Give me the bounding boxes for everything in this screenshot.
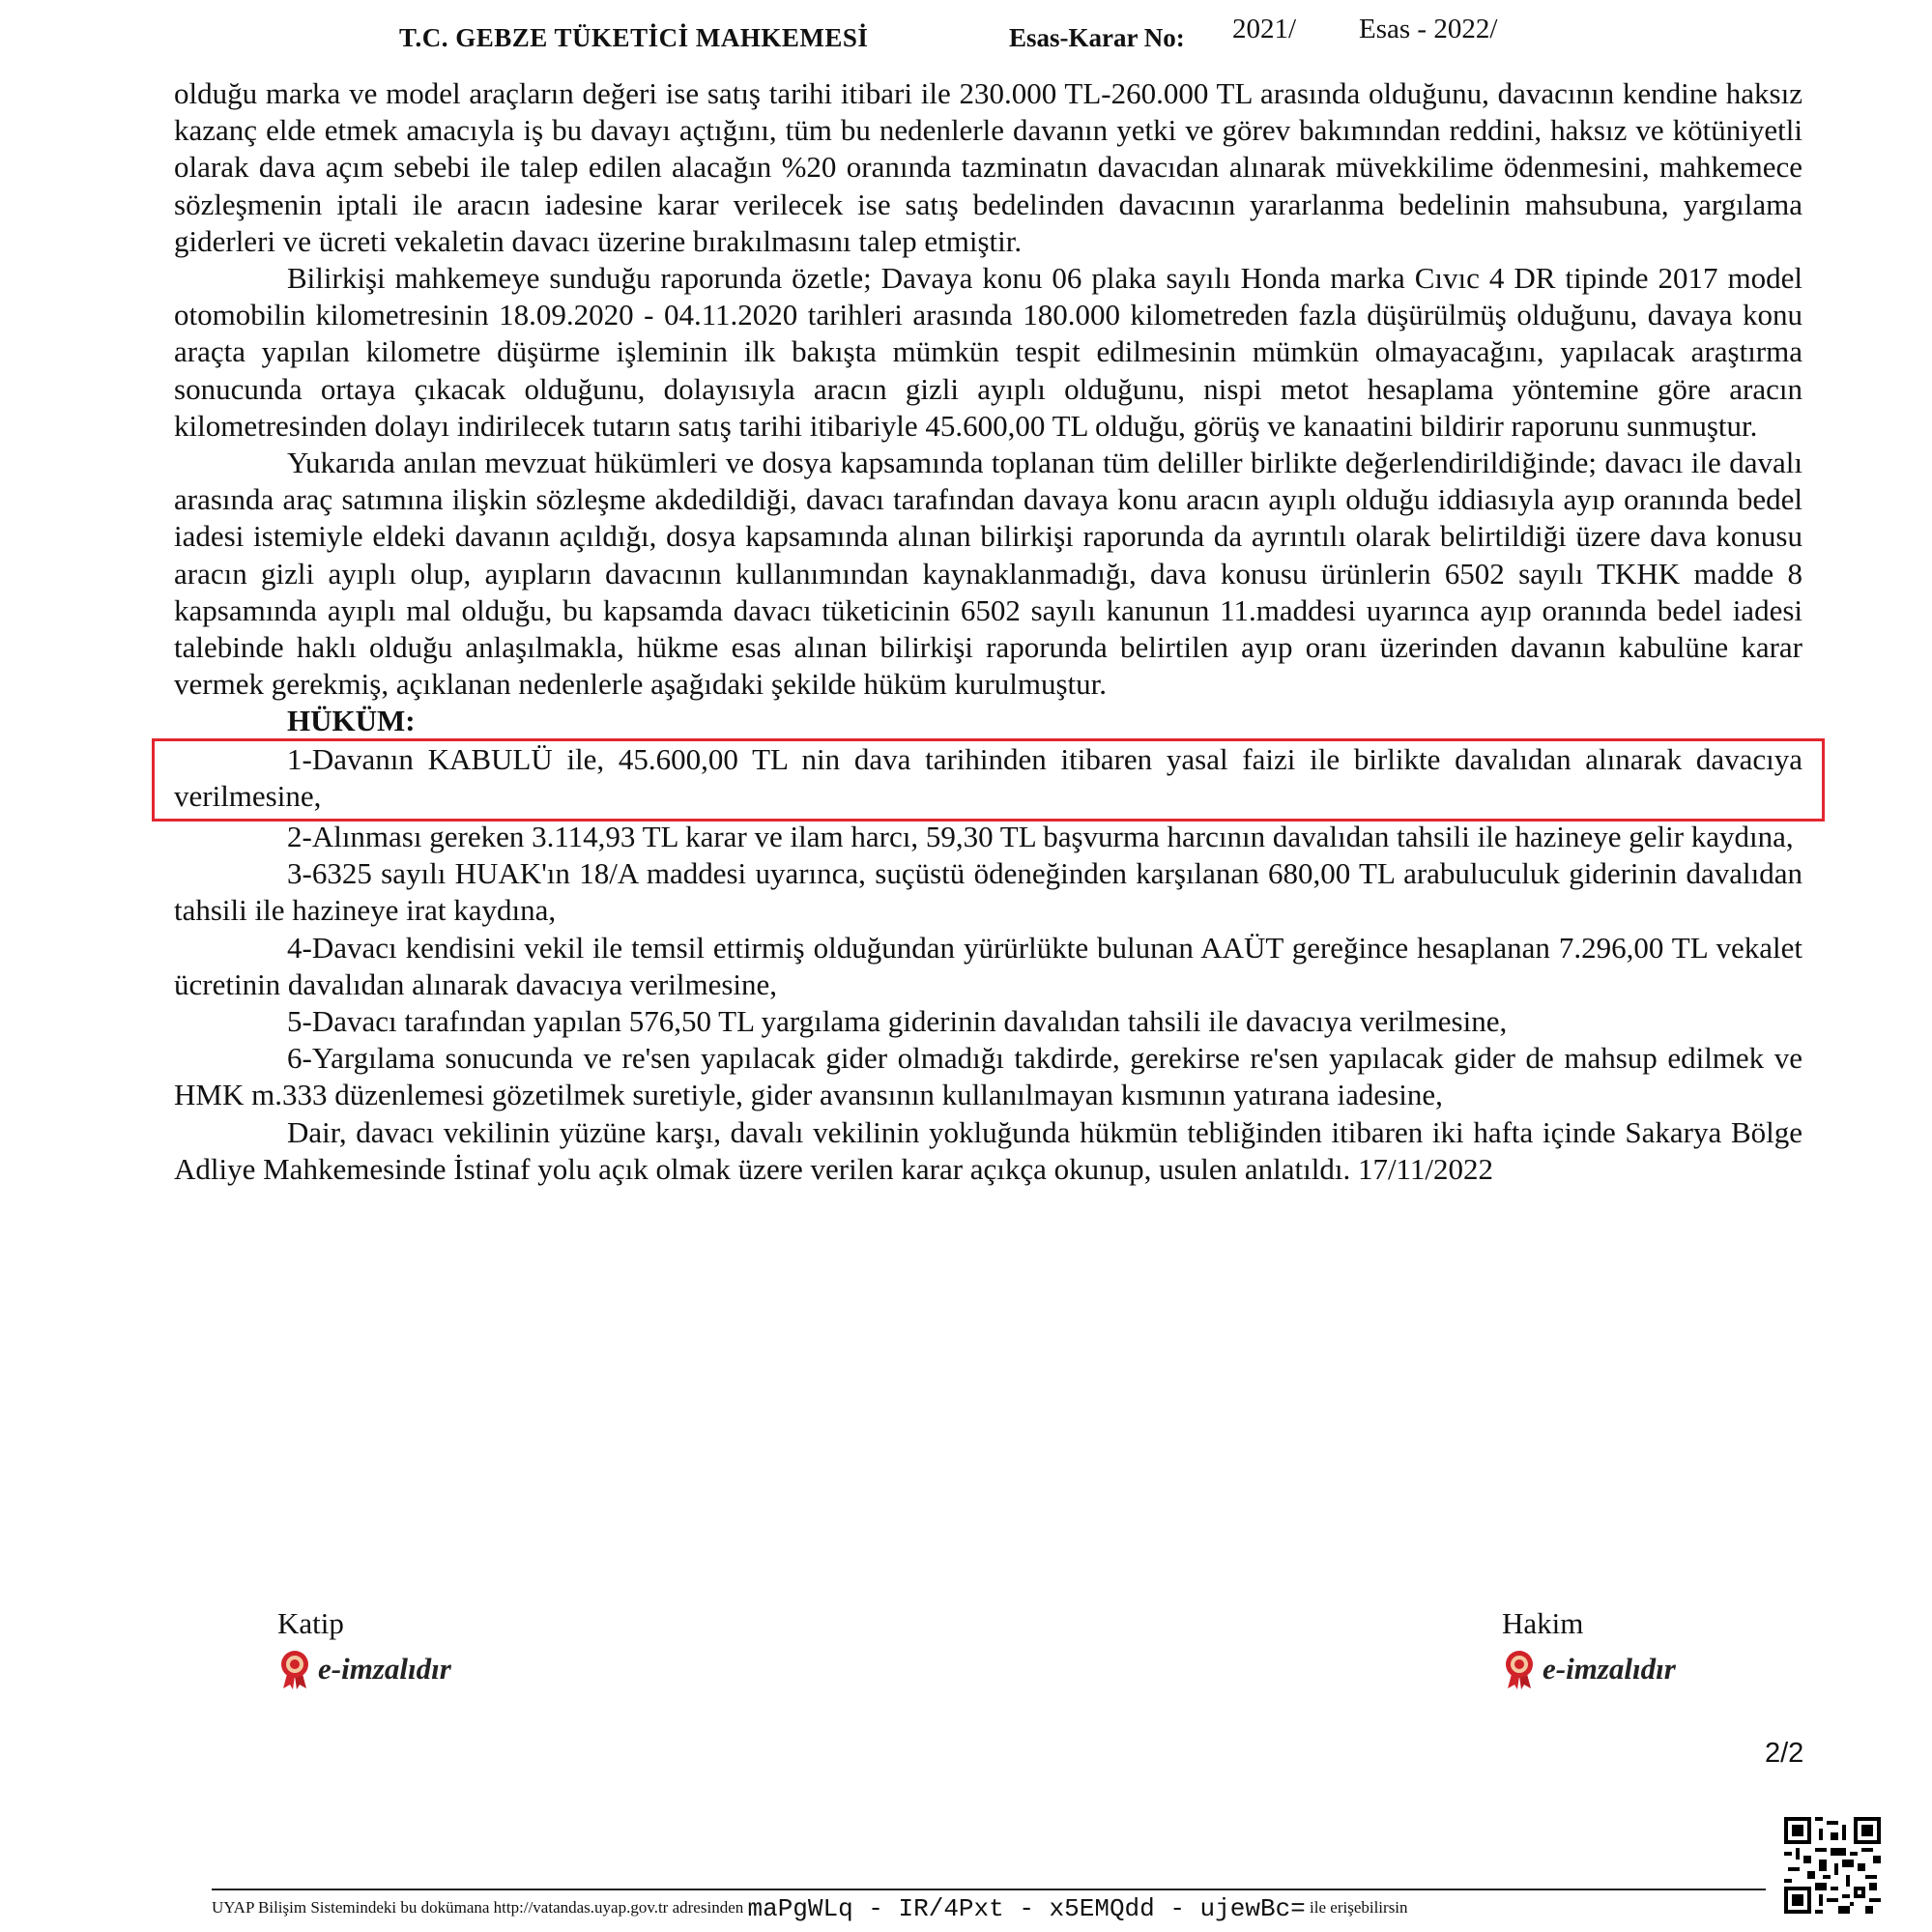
clerk-signature [277,1606,451,1689]
page-number: 2/2 [1765,1738,1804,1769]
verdict-item-4: 4-Davacı kendisini vekil ile temsil ettirmiş olduğundan yürürlükte bulunan AAÜT gereğince hesaplanan 7.296,00 TL vekalet ücretinin davalıdan alınarak davacıya verilmesine, [174,930,1802,1001]
closing-statement: Dair, davacı vekilinin yüzüne karşı, davalı vekilinin yokluğunda hükmün tebliğinden itibaren iki hafta içinde Sakarya Bölge Adliye Mahkemesinde İstinaf yolu açık olmak üzere verilen karar açıkça okunup, usulen anlatıldı. 17/11/2022 [174,1114,1802,1186]
verdict-item-3: 3-6325 sayılı HUAK'ın 18/A maddesi uyarınca, suçüstü ödeneğinden karşılanan 680,00 TL arabuluculuk giderinin davalıdan tahsili ile hazineye irat kaydına, [174,856,1802,928]
clerk-title: Katip [277,1606,344,1640]
qr-code-icon[interactable] [1784,1817,1881,1914]
highlighted-verdict-item [155,741,1822,819]
footer-prefix: UYAP Bilişim Sistemindeki bu dokümana http://vatandas.uyap.gov.tr adresinden [212,1898,744,1917]
paragraph-expert-report: Bilirkişi mahkemeye sunduğu raporunda özetle; Davaya konu 06 plaka sayılı Honda marka Cıvıc 4 DR tipinde 2017 model otomobilin kilometresinin 18.09.2020 - 04.11.2020 tarihleri arasında 180.000 kilometreden fazla düşürülmüş olduğunu, davaya konu araçta yapılan kilometre düşürme işleminin ilk bakışta mümkün tespit edilmesinin mümkün olmayacağını, yapılacak araştırma sonucunda ortaya çıkacak olduğunu, dolayısıyla aracın gizli ayıplı olduğunu, nispi metot hesaplama yöntemine göre aracın kilometresinden dolayı indirilecek tutarın satış tarihi itibariyle 45.600,00 TL olduğu, görüş ve kanaatini bildirir raporunu sunmuştur. [174,261,1802,443]
document-body [174,75,1802,1188]
signature-block [0,1606,1932,1703]
e-signature-seal-icon [277,1649,312,1689]
judge-signature [1502,1606,1676,1689]
verdict-title: HÜKÜM: [287,704,416,738]
case-number-label: Esas-Karar No: [1009,23,1185,52]
verdict-item-2: 2-Alınması gereken 3.114,93 TL karar ve ilam harcı, 59,30 TL başvurma harcının davalıdan tahsili ile hazineye gelir kaydına, [287,820,1794,854]
judge-e-signed-label: e-imzalıdır [1543,1652,1676,1686]
paragraph-evaluation: Yukarıda anılan mevzuat hükümleri ve dosya kapsamında toplanan tüm deliller birlikte değerlendirildiğinde; davacı ile davalı arasında araç satımına ilişkin sözleşme akdedildiği, davacı tarafından davaya konu aracın ayıplı olduğu iddiasıyla ayıp oranında bedel iadesi istemiyle eldeki davanın açıldığı, dosya kapsamında alınan bilirkişi raporunda da ayrıntılı olarak belirtildiği üzere dava konusu aracın gizli ayıplı olup, ayıpların davacının kullanımından kaynaklanmadığı, dava konusu ürünlerin 6502 sayılı TKHK madde 8 kapsamında ayıplı mal olduğu, bu kapsamda davacı tüketicinin 6502 sayılı kanunun 11.maddesi uyarınca ayıp oranında bedel iadesi talebinde haklı olduğu anlaşılmakla, hükme esas alınan bilirkişi raporunda belirtilen ayıp oranı üzerinden davanın kabulüne karar vermek gerekmiş, açıklanan nedenlerle aşağıdaki şekilde hüküm kurulmuştur. [174,446,1802,702]
footer-suffix: ile erişebilirsin [1310,1898,1408,1917]
court-name: T.C. GEBZE TÜKETİCİ MAHKEMESİ [399,23,869,52]
case-number-karar: Esas - 2022/ [1359,14,1498,44]
case-number-esas: 2021/ [1232,14,1297,44]
document-access-code: maPgWLq - IR/4Pxt - x5EMQdd - ujewBc= [747,1894,1306,1923]
document-header [0,14,1932,62]
e-signature-seal-icon [1502,1649,1537,1689]
judge-title: Hakim [1502,1606,1584,1640]
verdict-item-6: 6-Yargılama sonucunda ve re'sen yapılacak gider olmadığı takdirde, gerekirse re'sen yapılacak gider de mahsup edilmek ve HMK m.333 düzenlemesi gözetilmek suretiyle, gider avansının kullanılmayan kısmının yatırana iadesine, [174,1041,1802,1112]
footer-access-note [212,1894,1766,1923]
footer-divider [212,1889,1766,1890]
paragraph-defendant-claims: olduğu marka ve model araçların değeri ise satış tarihi itibari ile 230.000 TL-260.000 TL arasında olduğunu, davacının kendine haksız kazanç elde etmek amacıyla iş bu davayı açtığını, tüm bu nedenlerle davanın yetki ve görev bakımından reddini, haksız ve kötüniyetli olarak dava açım sebebi ile talep edilen alacağın %20 oranında tazminatın davacıdan alınarak müvekkilime ödenmesini, mahkemece sözleşmenin iptali ile aracın iadesine karar verilecek ise satış bedelinden davacının yararlanma bedelinin mahsubuna, yargılama giderleri ve ücreti vekaletin davacı üzerine bırakılmasını talep etmiştir. [174,76,1802,258]
verdict-item-1: 1-Davanın KABULÜ ile, 45.600,00 TL nin dava tarihinden itibaren yasal faizi ile birlikte davalıdan alınarak davacıya verilmesine, [174,741,1802,813]
verdict-item-5: 5-Davacı tarafından yapılan 576,50 TL yargılama giderinin davalıdan tahsili ile davacıya verilmesine, [287,1004,1508,1039]
clerk-e-signed-label: e-imzalıdır [318,1652,451,1686]
